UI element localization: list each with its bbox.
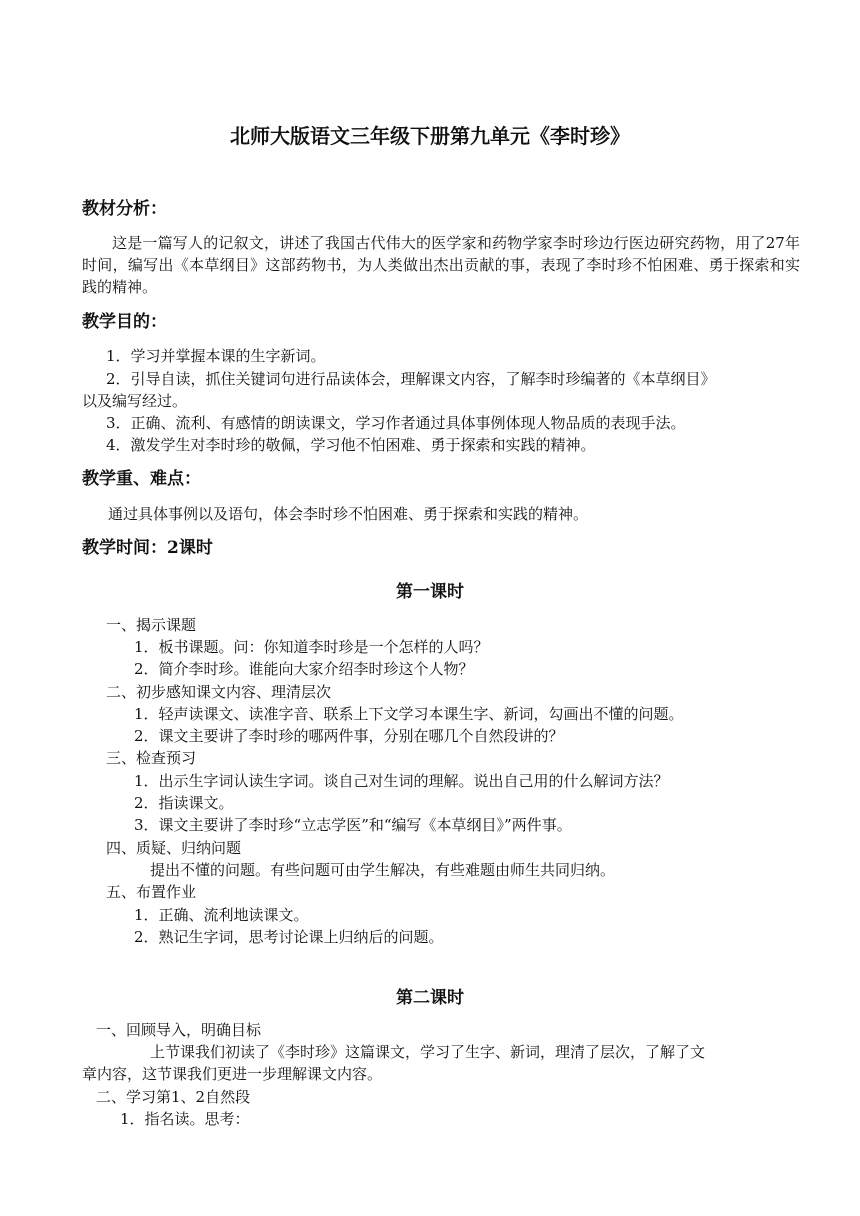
lesson1-section: 四、质疑、归纳问题 [106,839,242,857]
lesson2-item: 1．指名读。思考： [120,1110,250,1128]
goal-item: 1．学习并掌握本课的生字新词。 [106,347,326,365]
goal-item: 3．正确、流利、有感情的朗读课文，学习作者通过具体事例体现人物品质的表现手法。 [106,414,686,432]
analysis-heading: 教材分析： [82,199,167,219]
lesson1-section: 三、检查预习 [106,749,197,767]
lesson2-text-continued: 章内容，这节课我们更进一步理解课文内容。 [82,1065,383,1083]
time-heading: 教学时间：2课时 [82,538,213,558]
lesson1-title: 第一课时 [396,582,464,602]
key-points-heading: 教学重、难点： [82,469,201,489]
lesson1-item: 1．正确、流利地读课文。 [134,906,309,924]
lesson1-section: 一、揭示课题 [106,616,197,634]
lesson1-item: 2．指读课文。 [134,794,234,812]
goal-item: 2．引导自读，抓住关键词句进行品读体会，理解课文内容，了解李时珍编著的《本草纲目》 [106,370,716,388]
lesson2-title: 第二课时 [396,988,464,1008]
lesson2-text: 上节课我们初读了《李时珍》这篇课文，学习了生字、新词，理清了层次，了解了文 [150,1043,706,1061]
lesson1-item: 2．课文主要讲了李时珍的哪两件事，分别在哪几个自然段讲的？ [134,727,564,745]
lesson2-section: 二、学习第1、2自然段 [96,1088,251,1106]
lesson1-item: 1．出示生字词认读生字词。谈自己对生词的理解。说出自己用的什么解词方法？ [134,772,669,790]
lesson1-item: 1．板书课题。问：你知道李时珍是一个怎样的人吗？ [134,638,489,656]
lesson1-item: 3．课文主要讲了李时珍“立志学医”和“编写《本草纲目》”两件事。 [134,816,572,834]
key-points-text: 通过具体事例以及语句，体会李时珍不怕困难、勇于探索和实践的精神。 [108,505,589,523]
analysis-paragraph: 这是一篇写人的记叙文，讲述了我国古代伟大的医学家和药物学家李时珍边行医边研究药物，用了27年时间，编写出《本草纲目》这部药物书，为人类做出杰出贡献的事，表现了李时珍不怕困难、勇于探索和实践的精神。 [82,234,800,296]
lesson1-item: 提出不懂的问题。有些问题可由学生解决，有些难题由师生共同归纳。 [150,861,616,879]
document-title: 北师大版语文三年级下册第九单元《李时珍》 [230,124,630,148]
goal-item-continued: 以及编写经过。 [82,392,188,410]
lesson1-section: 五、布置作业 [106,883,197,901]
lesson1-item: 2．简介李时珍。谁能向大家介绍李时珍这个人物？ [134,660,474,678]
lesson1-section: 二、初步感知课文内容、理清层次 [106,683,332,701]
goals-heading: 教学目的： [82,312,167,332]
lesson2-section: 一、回顾导入，明确目标 [96,1021,262,1039]
goal-item: 4．激发学生对李时珍的敬佩，学习他不怕困难、勇于探索和实践的精神。 [106,436,596,454]
lesson1-item: 1．轻声读课文、读准字音、联系上下文学习本课生字、新词，勾画出不懂的问题。 [134,705,684,723]
lesson1-item: 2．熟记生字词，思考讨论课上归纳后的问题。 [134,928,444,946]
